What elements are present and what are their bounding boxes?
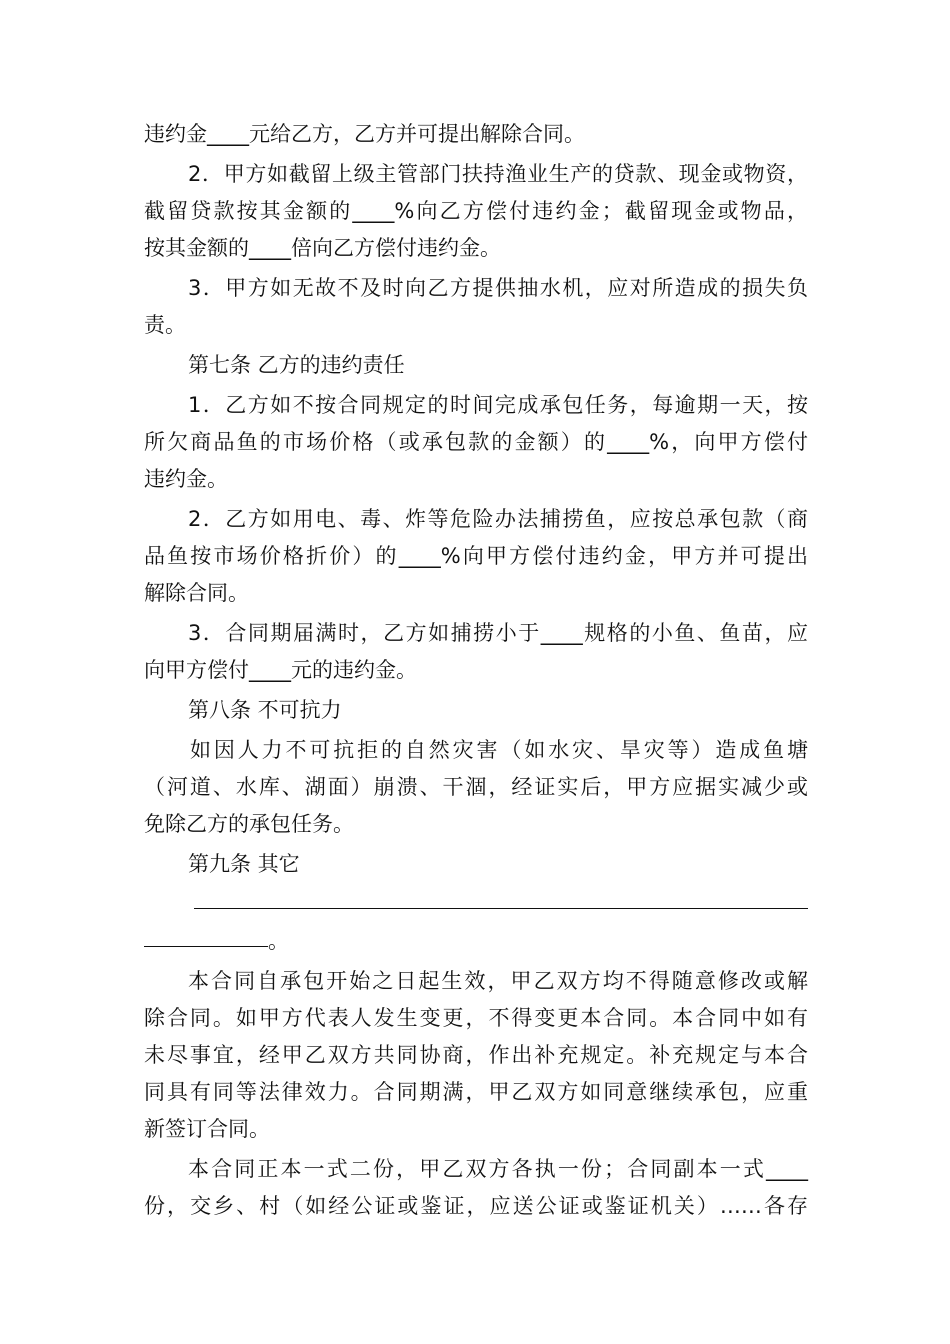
text-line: 截留贷款按其金额的____%向乙方偿付违约金；截留现金或物品， <box>144 199 808 223</box>
blank-fill-line-end <box>144 923 808 960</box>
text-line: 2．甲方如截留上级主管部门扶持渔业生产的贷款、现金或物资， <box>188 162 808 186</box>
section-heading: 第七条 乙方的违约责任 <box>188 353 405 377</box>
text-line: 按其金额的____倍向乙方偿付违约金。 <box>144 236 501 260</box>
text-line: 本合同自承包开始之日起生效，甲乙双方均不得随意修改或解 <box>188 969 808 993</box>
underline-rule <box>144 946 268 947</box>
text-line: 责。 <box>144 313 186 337</box>
text-line: 2．乙方如用电、毒、炸等危险办法捕捞鱼，应按总承包款（商 <box>188 507 808 531</box>
text-line: 所欠商品鱼的市场价格（或承包款的金额）的____%，向甲方偿付 <box>144 430 808 454</box>
text-line: 未尽事宜，经甲乙双方共同协商，作出补充规定。补充规定与本合 <box>144 1043 808 1067</box>
text-line: 如因人力不可抗拒的自然灾害（如水灾、旱灾等）造成鱼塘 <box>190 738 808 762</box>
section-heading: 第八条 不可抗力 <box>188 698 342 722</box>
text-line: 向甲方偿付____元的违约金。 <box>144 658 417 682</box>
section-heading: 第九条 其它 <box>188 852 300 876</box>
text-line: 解除合同。 <box>144 581 249 605</box>
document-page <box>144 116 808 1225</box>
period-mark: 。 <box>268 929 289 953</box>
text-line: 违约金。 <box>144 467 228 491</box>
text-line: 违约金____元给乙方，乙方并可提出解除合同。 <box>144 122 585 146</box>
text-line: 品鱼按市场价格折价）的____%向甲方偿付违约金，甲方并可提出 <box>144 544 808 568</box>
text-line: 新签订合同。 <box>144 1117 270 1141</box>
text-line: 份，交乡、村（如经公证或鉴证，应送公证或鉴证机关）……各存 <box>144 1194 808 1218</box>
text-line: 本合同正本一式二份，甲乙双方各执一份；合同副本一式____ <box>188 1157 808 1181</box>
underline-rule <box>194 908 808 909</box>
text-line: （河道、水库、湖面）崩溃、干涸，经证实后，甲方应据实减少或 <box>144 775 808 799</box>
text-line: 同具有同等法律效力。合同期满，甲乙双方如同意继续承包，应重 <box>144 1080 808 1104</box>
text-line: 除合同。如甲方代表人发生变更，不得变更本合同。本合同中如有 <box>144 1006 808 1030</box>
text-line: 免除乙方的承包任务。 <box>144 812 354 836</box>
text-line: 3．合同期届满时，乙方如捕捞小于____规格的小鱼、鱼苗，应 <box>188 621 808 645</box>
blank-fill-line <box>144 886 808 923</box>
text-line: 3．甲方如无故不及时向乙方提供抽水机，应对所造成的损失负 <box>188 276 808 300</box>
text-line: 1．乙方如不按合同规定的时间完成承包任务，每逾期一天，按 <box>188 393 808 417</box>
